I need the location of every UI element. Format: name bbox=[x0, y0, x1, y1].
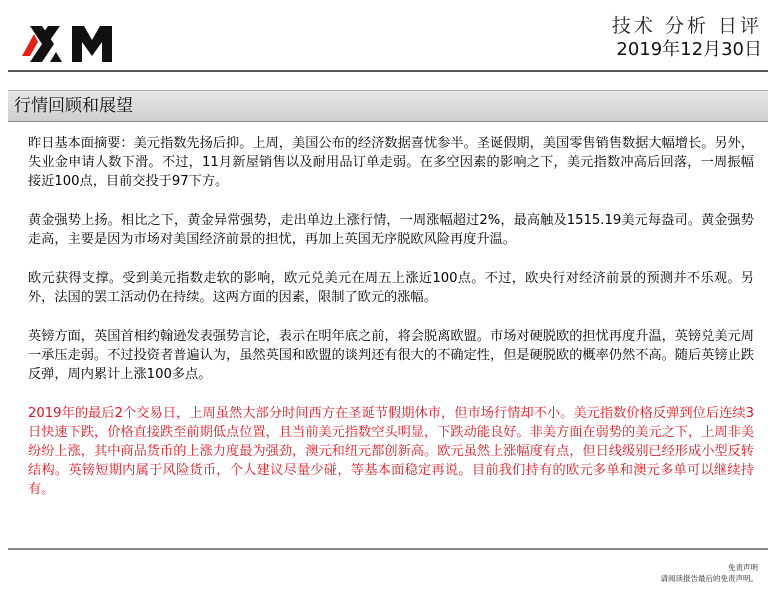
paragraph-outlook: 2019年的最后2个交易日，上周虽然大部分时间西方在圣诞节假期休市，但市场行情却不小。美元指数价格反弹到位后连续3日快速下跌，价格直接跌至前期低点位置，且当前美元指数空头明显，下跌动能良好。非美方面在弱势的美元之下，上周非美纷纷上涨，其中商品货币的上涨力度最为强劲，澳元和纽元都创新高。欧元虽然上涨幅度有点，但日线级别已经形成小型反转结构。英镑短期内属于风险货币，个人建议尽量少碰，等基本面稳定再说。目前我们持有的欧元多单和澳元多单可以继续持有。 bbox=[28, 406, 754, 497]
section-header-bar bbox=[8, 90, 768, 122]
xm-logo bbox=[20, 18, 140, 68]
report-date: 2019年12月30日 bbox=[616, 39, 762, 60]
report-type: 技术 分析 日评 bbox=[611, 15, 762, 37]
footer-divider bbox=[8, 548, 768, 550]
disclaimer-title: 免责声明 bbox=[728, 563, 758, 572]
section-title: 行情回顾和展望 bbox=[14, 96, 133, 116]
paragraph-gold: 黄金强势上扬。相比之下，黄金异常强势，走出单边上涨行情，一周涨幅超过2%，最高触及1515.19美元每盎司。黄金强势走高，主要是因为市场对美国经济前景的担忧，再加上英国无序脱欧风险再度升温。 bbox=[28, 213, 754, 247]
paragraph-fundamentals: 昨日基本面摘要：美元指数先扬后抑。上周，美国公布的经济数据喜忧参半。圣诞假期，美国零售销售数据大幅增长。另外，失业金申请人数下滑。不过，11月新屋销售以及耐用品订单走弱。在多空因素的影响之下，美元指数冲高后回落，一周振幅接近100点，目前交投于97下方。 bbox=[28, 136, 754, 189]
disclaimer bbox=[661, 562, 759, 584]
disclaimer-note: 请阅读报告最后的免责声明。 bbox=[660, 574, 758, 583]
report-content bbox=[28, 134, 754, 519]
paragraph-pound: 英镑方面，英国首相约翰逊发表强势言论，表示在明年底之前，将会脱离欧盟。市场对硬脱欧的担忧再度升温，英镑兑美元周一承压走弱。不过投资者普遍认为，虽然英国和欧盟的谈判还有很大的不确定性，但是硬脱欧的概率仍然不高。随后英镑止跌反弹，周内累计上涨100多点。 bbox=[28, 329, 754, 382]
paragraph-euro: 欧元获得支撑。受到美元指数走软的影响，欧元兑美元在周五上涨近100点。不过，欧央行对经济前景的预测并不乐观。另外，法国的罢工活动仍在持续。这两方面的因素，限制了欧元的涨幅。 bbox=[28, 271, 754, 305]
report-header bbox=[612, 14, 762, 62]
header-divider bbox=[8, 70, 768, 72]
